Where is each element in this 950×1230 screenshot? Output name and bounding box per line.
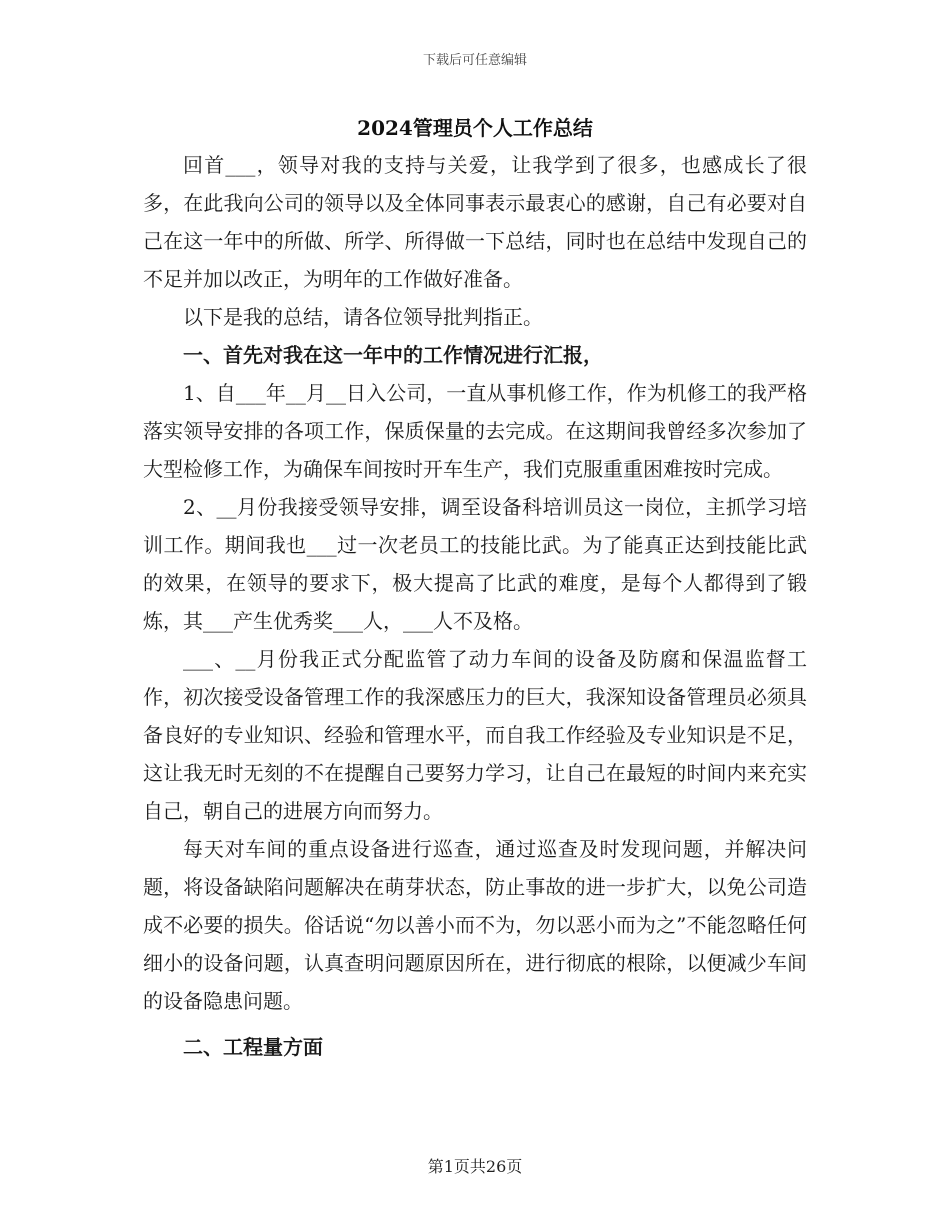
section-heading-1: 一、首先对我在这一年中的工作情况进行汇报， xyxy=(183,343,603,367)
paragraph-intro: 回首___，领导对我的支持与关爱，让我学到了很多，也感成长了很多，在此我向公司的领导以及全体同事表示最衷心的感谢，自己有必要对自己在这一年中的所做、所学、所得做一下总结，同时也在总结中发现自己的不足并加以改正，为明年的工作做好准备。 xyxy=(143,153,807,291)
header-note: 下载后可任意编辑 xyxy=(422,53,527,68)
paragraph-request: 以下是我的总结，请各位领导批判指正。 xyxy=(183,305,543,329)
paragraph-item-1: 1、自___年__月__日入公司，一直从事机修工作，作为机修工的我严格落实领导安排的各项工作，保质保量的去完成。在这期间我曾经多次参加了大型检修工作，为确保车间按时开车生产，我们克服重重困难按时完成。 xyxy=(143,381,807,481)
paragraph-item-3: ___、__月份我正式分配监管了动力车间的设备及防腐和保温监督工作，初次接受设备管理工作的我深感压力的巨大，我深知设备管理员必须具备良好的专业知识、经验和管理水平，而自我工作经验及专业知识是不足，这让我无时无刻的不在提醒自己要努力学习，让自己在最短的时间内来充实自己，朝自己的进展方向而努力。 xyxy=(143,647,807,823)
paragraph-item-2: 2、__月份我接受领导安排，调至设备科培训员这一岗位，主抓学习培训工作。期间我也___过一次老员工的技能比武。为了能真正达到技能比武的效果，在领导的要求下，极大提高了比武的难度，是每个人都得到了锻炼，其___产生优秀奖___人，___人不及格。 xyxy=(143,495,807,633)
document-title: 2024管理员个人工作总结 xyxy=(357,116,593,140)
document-body xyxy=(143,146,807,1066)
paragraph-inspection: 每天对车间的重点设备进行巡查，通过巡查及时发现问题，并解决问题，将设备缺陷问题解决在萌芽状态，防止事故的进一步扩大，以免公司造成不必要的损失。俗话说“勿以善小而不为，勿以恶小而为之”不能忽略任何细小的设备问题，认真查明问题原因所在，进行彻底的根除，以便减少车间的设备隐患问题。 xyxy=(143,837,807,1013)
section-heading-2: 二、工程量方面 xyxy=(183,1035,323,1059)
page-number: 第1页共26页 xyxy=(427,1157,523,1176)
